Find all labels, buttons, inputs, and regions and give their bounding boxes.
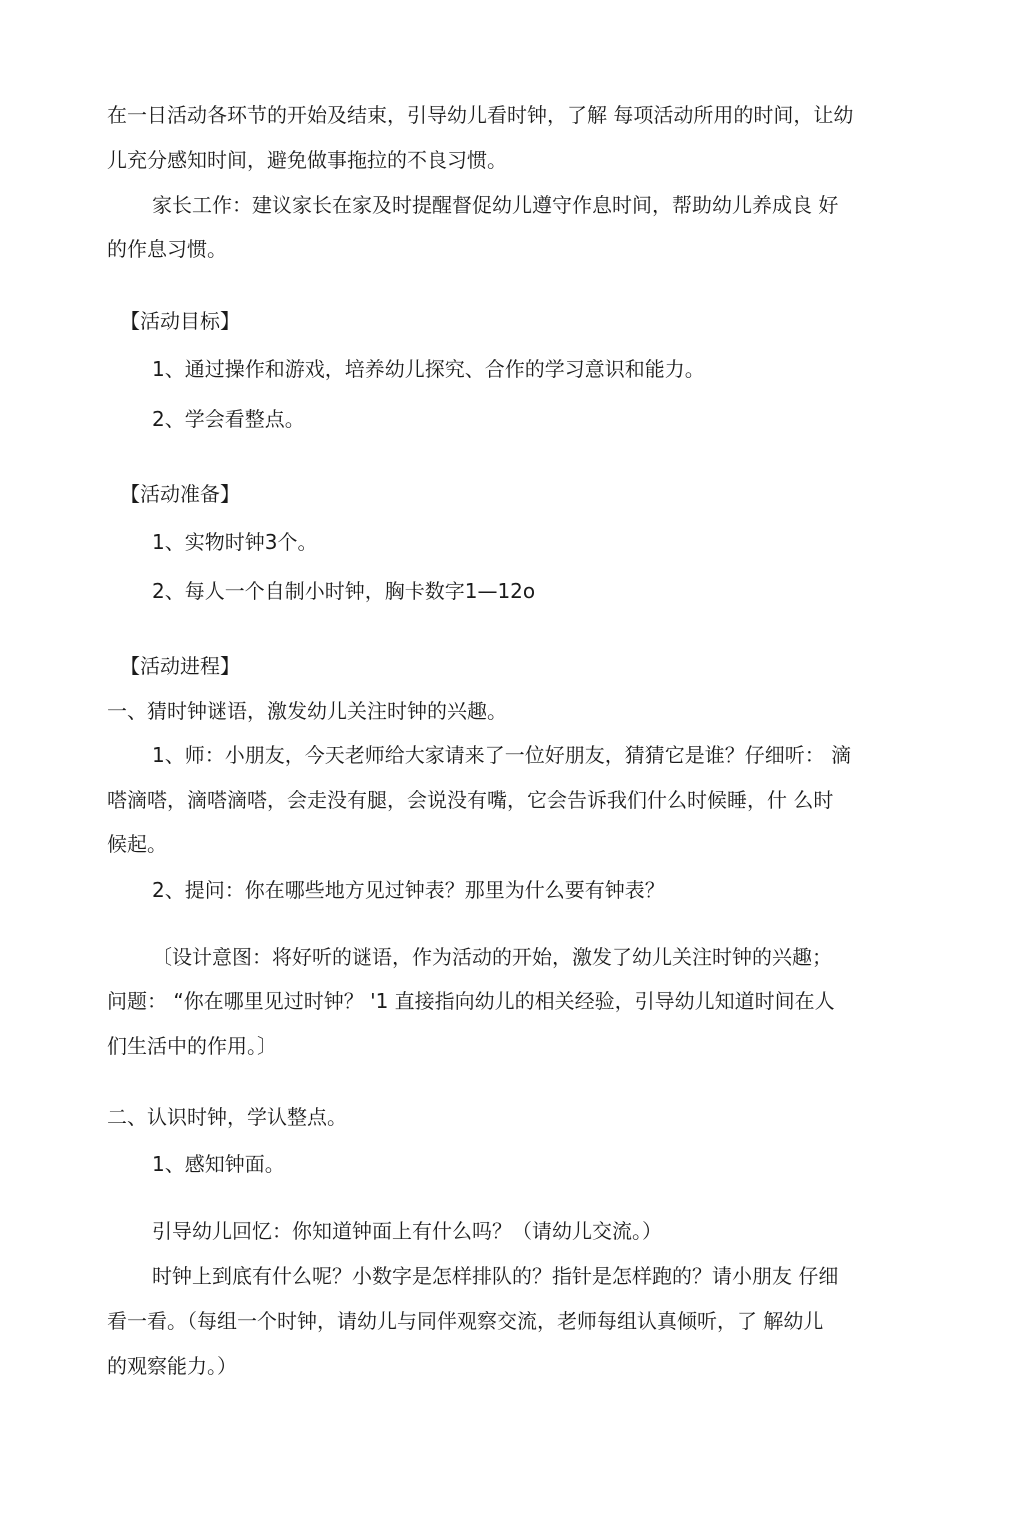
preparation-item-1: 1、实物时钟3个。	[152, 530, 318, 554]
section1-step1-line-3: 候起。	[107, 832, 167, 856]
design-intent-line-1: 〔设计意图：将好听的谜语，作为活动的开始，激发了幼儿关注时钟的兴趣；	[152, 945, 832, 969]
section1-step1-line-1: 1、师：小朋友，今天老师给大家请来了一位好朋友，猜猜它是谁？仔细听： 滴	[152, 743, 852, 767]
section2-step1: 1、感知钟面。	[152, 1152, 285, 1176]
section1-title: 一、猜时钟谜语，激发幼儿关注时钟的兴趣。	[107, 699, 507, 723]
goal-item-2: 2、学会看整点。	[152, 407, 305, 431]
design-intent-line-3: 们生活中的作用。〕	[107, 1034, 277, 1058]
design-intent-line-2: 问题： “你在哪里见过时钟？ '1 直接指向幼儿的相关经验，引导幼儿知道时间在人	[107, 989, 835, 1013]
section2-recall: 引导幼儿回忆：你知道钟面上有什么吗？（请幼儿交流。）	[152, 1219, 662, 1243]
goal-item-1: 1、通过操作和游戏，培养幼儿探究、合作的学习意识和能力。	[152, 357, 705, 381]
preparation-heading: 【活动准备】	[120, 482, 240, 506]
intro-line-1: 在一日活动各环节的开始及结束，引导幼儿看时钟，了解 每项活动所用的时间，让幼	[107, 103, 854, 127]
intro-line-2: 儿充分感知时间，避免做事拖拉的不良习惯。	[107, 148, 507, 172]
preparation-item-2: 2、每人一个自制小时钟，胸卡数字1—12o	[152, 579, 536, 603]
section2-observe-line-2: 看一看。（每组一个时钟，请幼儿与同伴观察交流，老师每组认真倾听，了 解幼儿	[107, 1309, 824, 1333]
process-heading: 【活动进程】	[120, 654, 240, 678]
section2-observe-line-1: 时钟上到底有什么呢？小数字是怎样排队的？指针是怎样跑的？请小朋友 仔细	[152, 1264, 839, 1288]
section2-observe-line-3: 的观察能力。）	[107, 1354, 237, 1378]
section1-step2: 2、提问：你在哪些地方见过钟表？那里为什么要有钟表？	[152, 878, 665, 902]
section2-title: 二、认识时钟，学认整点。	[107, 1105, 347, 1129]
section1-step1-line-2: 嗒滴嗒，滴嗒滴嗒，会走没有腿，会说没有嘴，它会告诉我们什么时候睡，什 么时	[107, 788, 834, 812]
goals-heading: 【活动目标】	[120, 309, 240, 333]
parent-work-line-2: 的作息习惯。	[107, 237, 227, 261]
parent-work-line-1: 家长工作：建议家长在家及时提醒督促幼儿遵守作息时间，帮助幼儿养成良 好	[152, 193, 839, 217]
